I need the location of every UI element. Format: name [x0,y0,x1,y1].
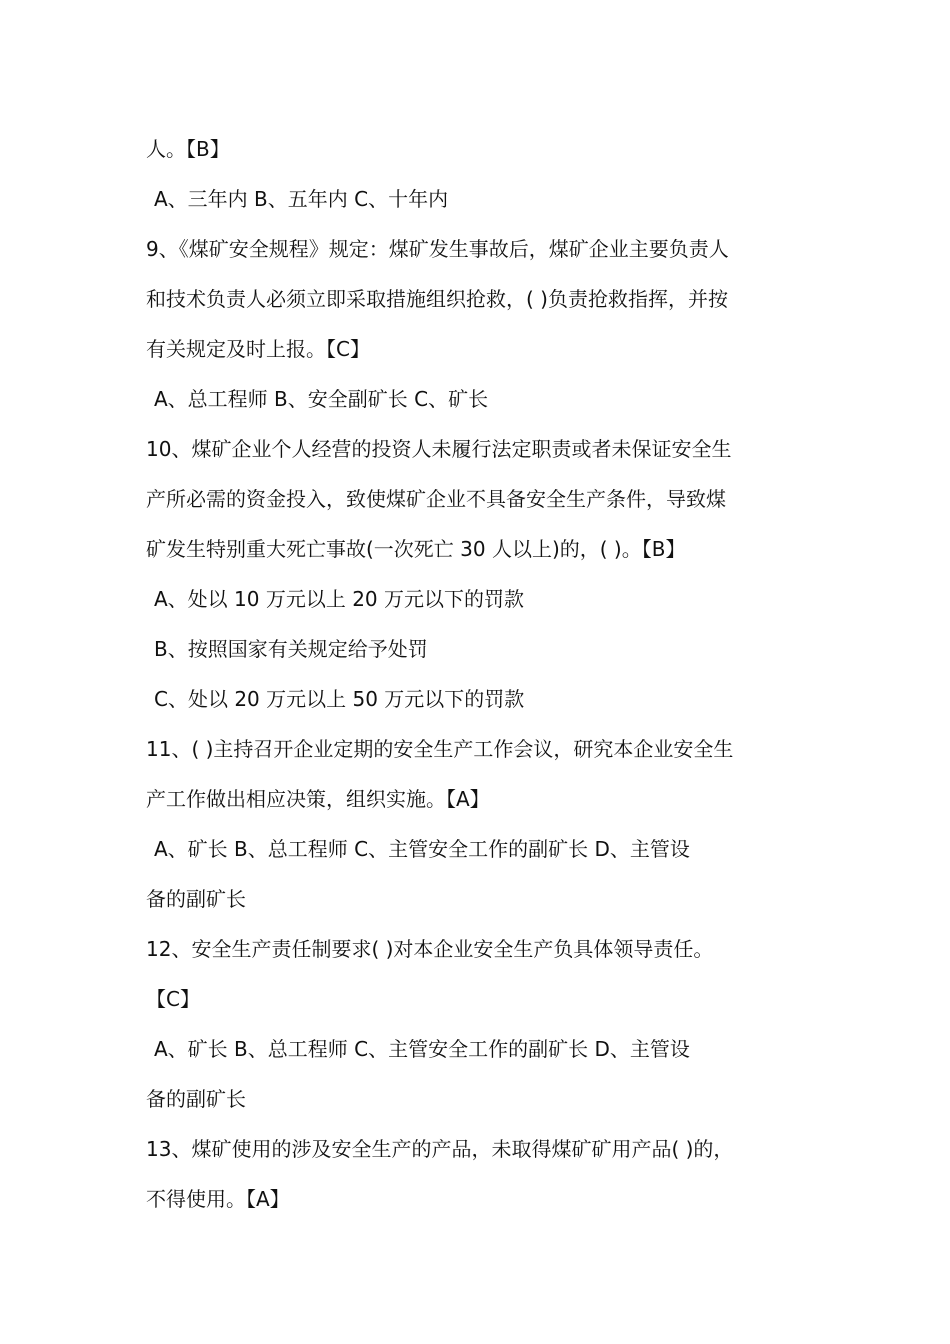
q11-question-line-1: 11、( )主持召开企业定期的安全生产工作会议，研究本企业安全生 [146,737,734,761]
q11-options-line-2: 备的副矿长 [146,887,246,911]
q10-question-line-2: 产所必需的资金投入，致使煤矿企业不具备安全生产条件，导致煤 [146,487,726,511]
q10-option-b: B、按照国家有关规定给予处罚 [154,637,428,661]
q12-question-line-1: 12、安全生产责任制要求( )对本企业安全生产负具体领导责任。 [146,937,714,961]
q10-option-a: A、处以 10 万元以上 20 万元以下的罚款 [154,587,525,611]
q10-question-line-1: 10、煤矿企业个人经营的投资人未履行法定职责或者未保证安全生 [146,437,732,461]
q12-question-line-2: 【C】 [146,987,200,1011]
q12-options-line-2: 备的副矿长 [146,1087,246,1111]
q8-options: A、三年内 B、五年内 C、十年内 [154,187,449,211]
q8-answer-line: 人。【B】 [146,137,230,161]
q9-options: A、总工程师 B、安全副矿长 C、矿长 [154,387,489,411]
q9-question-line-2: 和技术负责人必须立即采取措施组织抢救，( )负责抢救指挥，并按 [146,287,728,311]
q12-options-line-1: A、矿长 B、总工程师 C、主管安全工作的副矿长 D、主管设 [154,1037,690,1061]
q11-question-line-2: 产工作做出相应决策，组织实施。【A】 [146,787,490,811]
q9-question-line-3: 有关规定及时上报。【C】 [146,337,370,361]
q13-question-line-1: 13、煤矿使用的涉及安全生产的产品，未取得煤矿矿用产品( )的， [146,1137,734,1161]
q13-question-line-2: 不得使用。【A】 [146,1187,290,1211]
q10-option-c: C、处以 20 万元以上 50 万元以下的罚款 [154,687,525,711]
q11-options-line-1: A、矿长 B、总工程师 C、主管安全工作的副矿长 D、主管设 [154,837,690,861]
q9-question-line-1: 9、《煤矿安全规程》规定：煤矿发生事故后，煤矿企业主要负责人 [146,237,729,261]
q10-question-line-3: 矿发生特别重大死亡事故(一次死亡 30 人以上)的，( )。【B】 [146,537,686,561]
